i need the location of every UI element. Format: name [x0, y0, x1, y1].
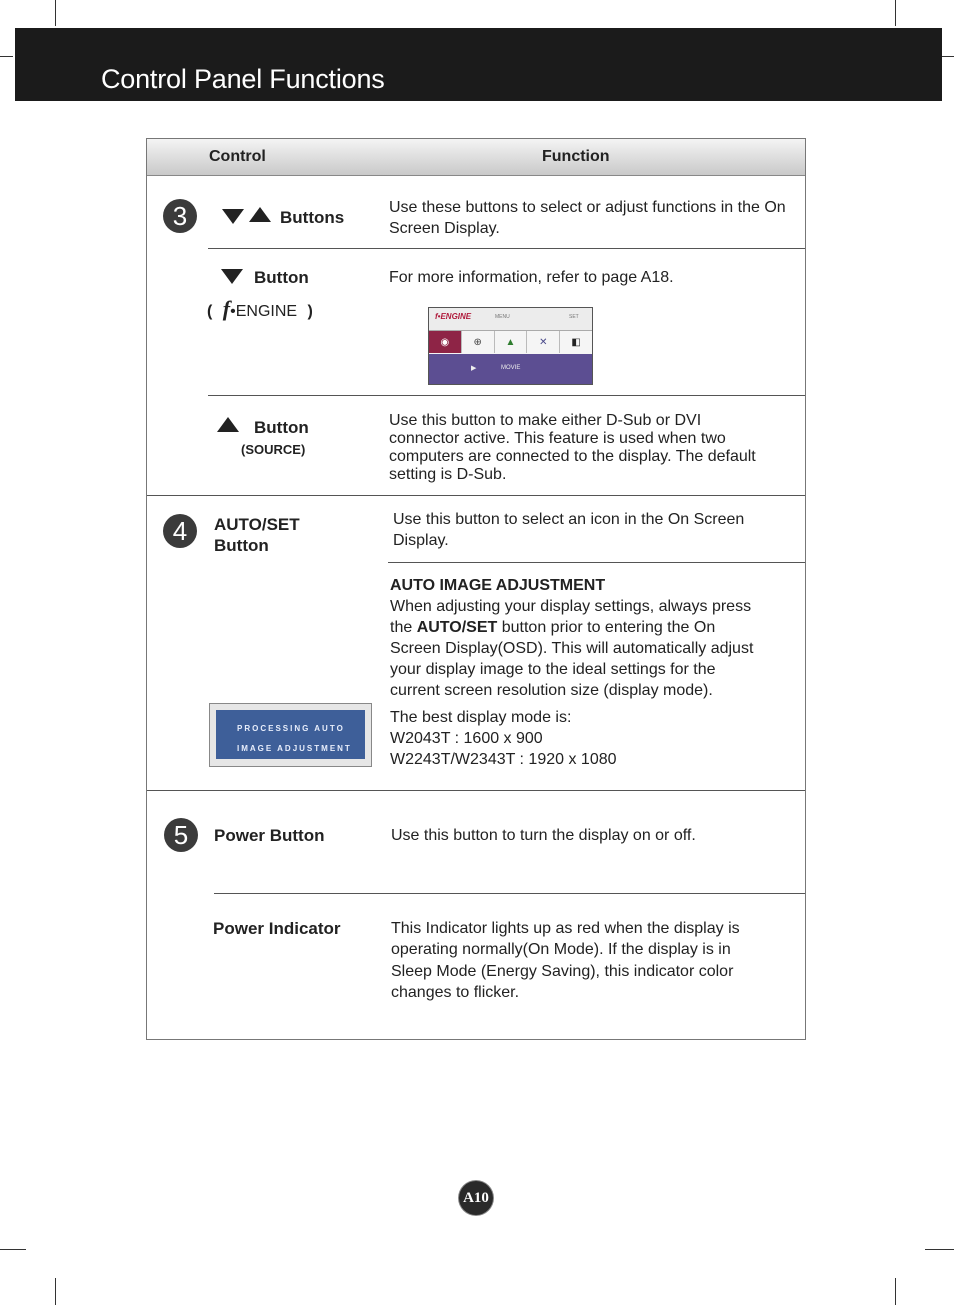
processing-auto-panel — [216, 710, 365, 759]
row-divider — [388, 562, 805, 563]
desc-line: Display. — [393, 532, 449, 549]
desc-line: Screen Display. — [389, 220, 500, 237]
autoset-bold-text: AUTO/SET — [416, 619, 498, 636]
crop-mark — [0, 56, 13, 57]
up-arrow-icon — [249, 207, 271, 227]
up-button-label: Button — [254, 418, 309, 437]
section-number-5: 5 — [164, 818, 198, 852]
best-display-mode-text — [390, 707, 617, 770]
source-label: (SOURCE) — [241, 442, 306, 457]
down-arrow-icon — [221, 269, 243, 289]
updown-buttons-label: Buttons — [280, 208, 345, 227]
osd-logo: f•ENGINE — [435, 312, 472, 321]
processing-auto-image — [209, 703, 372, 767]
down-arrow-icon — [222, 209, 244, 229]
desc-line: When adjusting your display settings, always press — [390, 598, 752, 615]
column-header-control: Control — [209, 148, 266, 165]
desc-line: Sleep Mode (Energy Saving), this indicator color — [391, 962, 734, 980]
osd-globe-icon: ⊕ — [462, 331, 495, 353]
section-divider — [147, 495, 805, 496]
crop-mark — [895, 1278, 896, 1305]
crop-mark — [0, 1249, 26, 1250]
f-engine-logo-icon: f — [222, 296, 231, 321]
osd-top-bar — [429, 308, 592, 331]
osd-arrow-icon: ▶ — [471, 365, 477, 372]
updown-buttons-description — [389, 197, 786, 239]
desc-line: This Indicator lights up as red when the display is — [391, 920, 740, 937]
crop-mark — [925, 1249, 954, 1250]
desc-line: W2043T : 1600 x 900 — [390, 730, 543, 747]
osd-set-text: SET — [569, 314, 579, 320]
down-button-label: Button — [254, 268, 309, 287]
section-number-4: 4 — [163, 514, 197, 548]
label-line: AUTO/SET — [214, 515, 300, 534]
header-banner — [15, 28, 942, 101]
desc-line: setting is D-Sub. — [389, 466, 507, 483]
fengine-label — [207, 296, 313, 322]
row-divider — [208, 395, 805, 396]
row-divider — [208, 248, 805, 249]
auto-image-adjustment-text — [390, 575, 753, 701]
osd-mode-bar — [429, 354, 592, 384]
processing-line: IMAGE ADJUSTMENT — [237, 744, 352, 753]
column-header-function: Function — [542, 148, 610, 165]
osd-contrast-icon: ◧ — [571, 336, 581, 348]
desc-line: The best display mode is: — [390, 709, 572, 726]
fengine-osd-image — [428, 307, 593, 385]
power-indicator-description — [391, 918, 740, 1003]
page-title: Control Panel Functions — [101, 64, 385, 94]
auto-image-title: AUTO IMAGE ADJUSTMENT — [390, 577, 606, 594]
crop-mark — [941, 56, 954, 57]
desc-line: changes to flicker. — [391, 983, 520, 1001]
paren-close: ) — [307, 303, 313, 320]
autoset-description — [393, 509, 744, 551]
up-arrow-icon — [217, 417, 239, 437]
desc-line — [390, 617, 753, 638]
osd-movie-icon: ◉ — [429, 331, 462, 353]
osd-mode-text: MOVIE — [501, 365, 521, 371]
desc-line: computers are connected to the display. The default — [389, 448, 756, 465]
power-button-description: Use this button to turn the display on or off. — [391, 827, 696, 844]
section-divider — [147, 790, 805, 791]
up-button-description — [389, 412, 756, 484]
desc-line: Screen Display(OSD). This will automatically adjust — [390, 640, 754, 657]
desc-line: Use this button to make either D-Sub or DVI — [389, 412, 702, 429]
section-number-3: 3 — [163, 199, 197, 233]
osd-close-icon: ✕ — [527, 331, 560, 353]
desc-line: current screen resolution size (display mode). — [390, 682, 713, 699]
power-button-label: Power Button — [214, 826, 325, 845]
crop-mark — [55, 0, 56, 26]
osd-menu-text: MENU — [495, 314, 510, 320]
text-run: the — [390, 619, 417, 636]
desc-line: connector active. This feature is used when two — [389, 430, 726, 447]
desc-line: your display image to the ideal settings for the — [390, 661, 716, 678]
page-number-badge: A10 — [459, 1181, 493, 1215]
engine-text: •ENGINE — [230, 303, 298, 320]
processing-line: PROCESSING AUTO — [237, 724, 345, 733]
label-line: Button — [214, 536, 269, 555]
desc-line: Use this button to select an icon in the On Screen — [393, 511, 745, 528]
table-header — [147, 139, 805, 176]
desc-line: Use these buttons to select or adjust functions in the On — [389, 199, 786, 216]
text-run: button prior to entering the On — [497, 619, 716, 636]
desc-line: W2243T/W2343T : 1920 x 1080 — [390, 751, 617, 768]
crop-mark — [55, 1278, 56, 1305]
crop-mark — [895, 0, 896, 26]
row-divider — [214, 893, 805, 894]
desc-line: operating normally(On Mode). If the display is in — [391, 941, 731, 959]
down-button-description: For more information, refer to page A18. — [389, 269, 674, 286]
paren-open: ( — [207, 303, 213, 320]
osd-icon-row — [429, 331, 592, 353]
autoset-button-label — [214, 514, 300, 556]
osd-picture-icon: ▲ — [495, 331, 528, 353]
power-indicator-label: Power Indicator — [213, 919, 341, 938]
